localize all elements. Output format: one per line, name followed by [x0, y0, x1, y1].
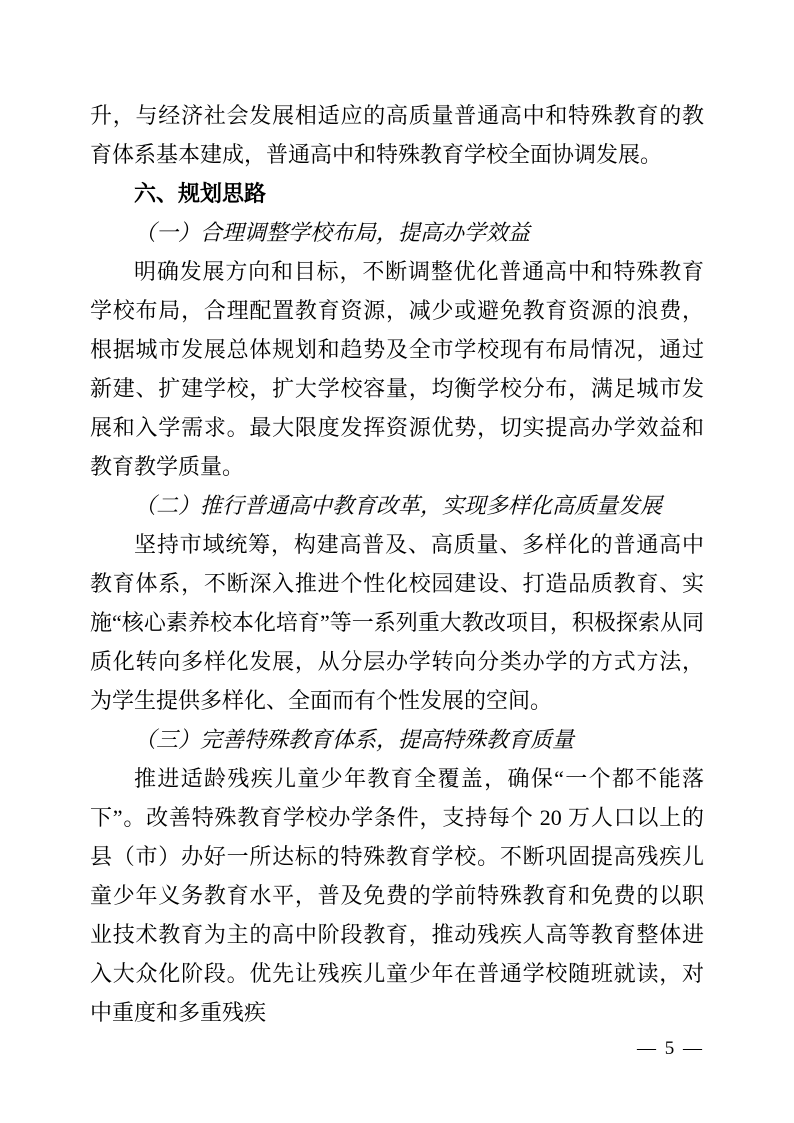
paragraph-1: 明确发展方向和目标，不断调整优化普通高中和特殊教育学校布局，合理配置教育资源，减少或避免教育资源的浪费，根据城市发展总体规划和趋势及全市学校现有布局情况，通过新建、扩建学校，扩大学校容量，均衡学校分布，满足城市发展和入学需求。最大限度发挥资源优势，切实提高办学效益和教育教学质量。	[90, 259, 704, 479]
paragraph-3: 推进适龄残疾儿童少年教育全覆盖，确保“一个都不能落下”。改善特殊教育学校办学条件，支持每个 20 万人口以上的县（市）办好一所达标的特殊教育学校。不断巩固提高残疾儿童少年义务教育水平，普及免费的学前特殊教育和免费的以职业技术教育为主的高中阶段教育，推动残疾人高等教育整体进入大众化阶段。优先让残疾儿童少年在普通学校随班就读，对中重度和多重残疾	[90, 766, 704, 1025]
subsection-heading-3: （三）完善特殊教育体系，提高特殊教育质量	[134, 727, 575, 752]
document-body	[90, 96, 704, 1032]
paragraph-continuation: 升，与经济社会发展相适应的高质量普通高中和特殊教育的教育体系基本建成，普通高中和特殊教育学校全面协调发展。	[90, 103, 704, 167]
subsection-heading-2: （二）推行普通高中教育改革，实现多样化高质量发展	[134, 493, 663, 518]
footer-page-number: — 5 —	[637, 1038, 704, 1059]
subsection-heading-1: （一）合理调整学校布局，提高办学效益	[134, 220, 531, 245]
paragraph-2: 坚持市域统筹，构建高普及、高质量、多样化的普通高中教育体系，不断深入推进个性化校园建设、打造品质教育、实施“核心素养校本化培育”等一系列重大教改项目，积极探索从同质化转向多样化发展，从分层办学转向分类办学的方式方法，为学生提供多样化、全面而有个性发展的空间。	[90, 532, 704, 713]
section-heading: 六、规划思路	[134, 181, 267, 206]
